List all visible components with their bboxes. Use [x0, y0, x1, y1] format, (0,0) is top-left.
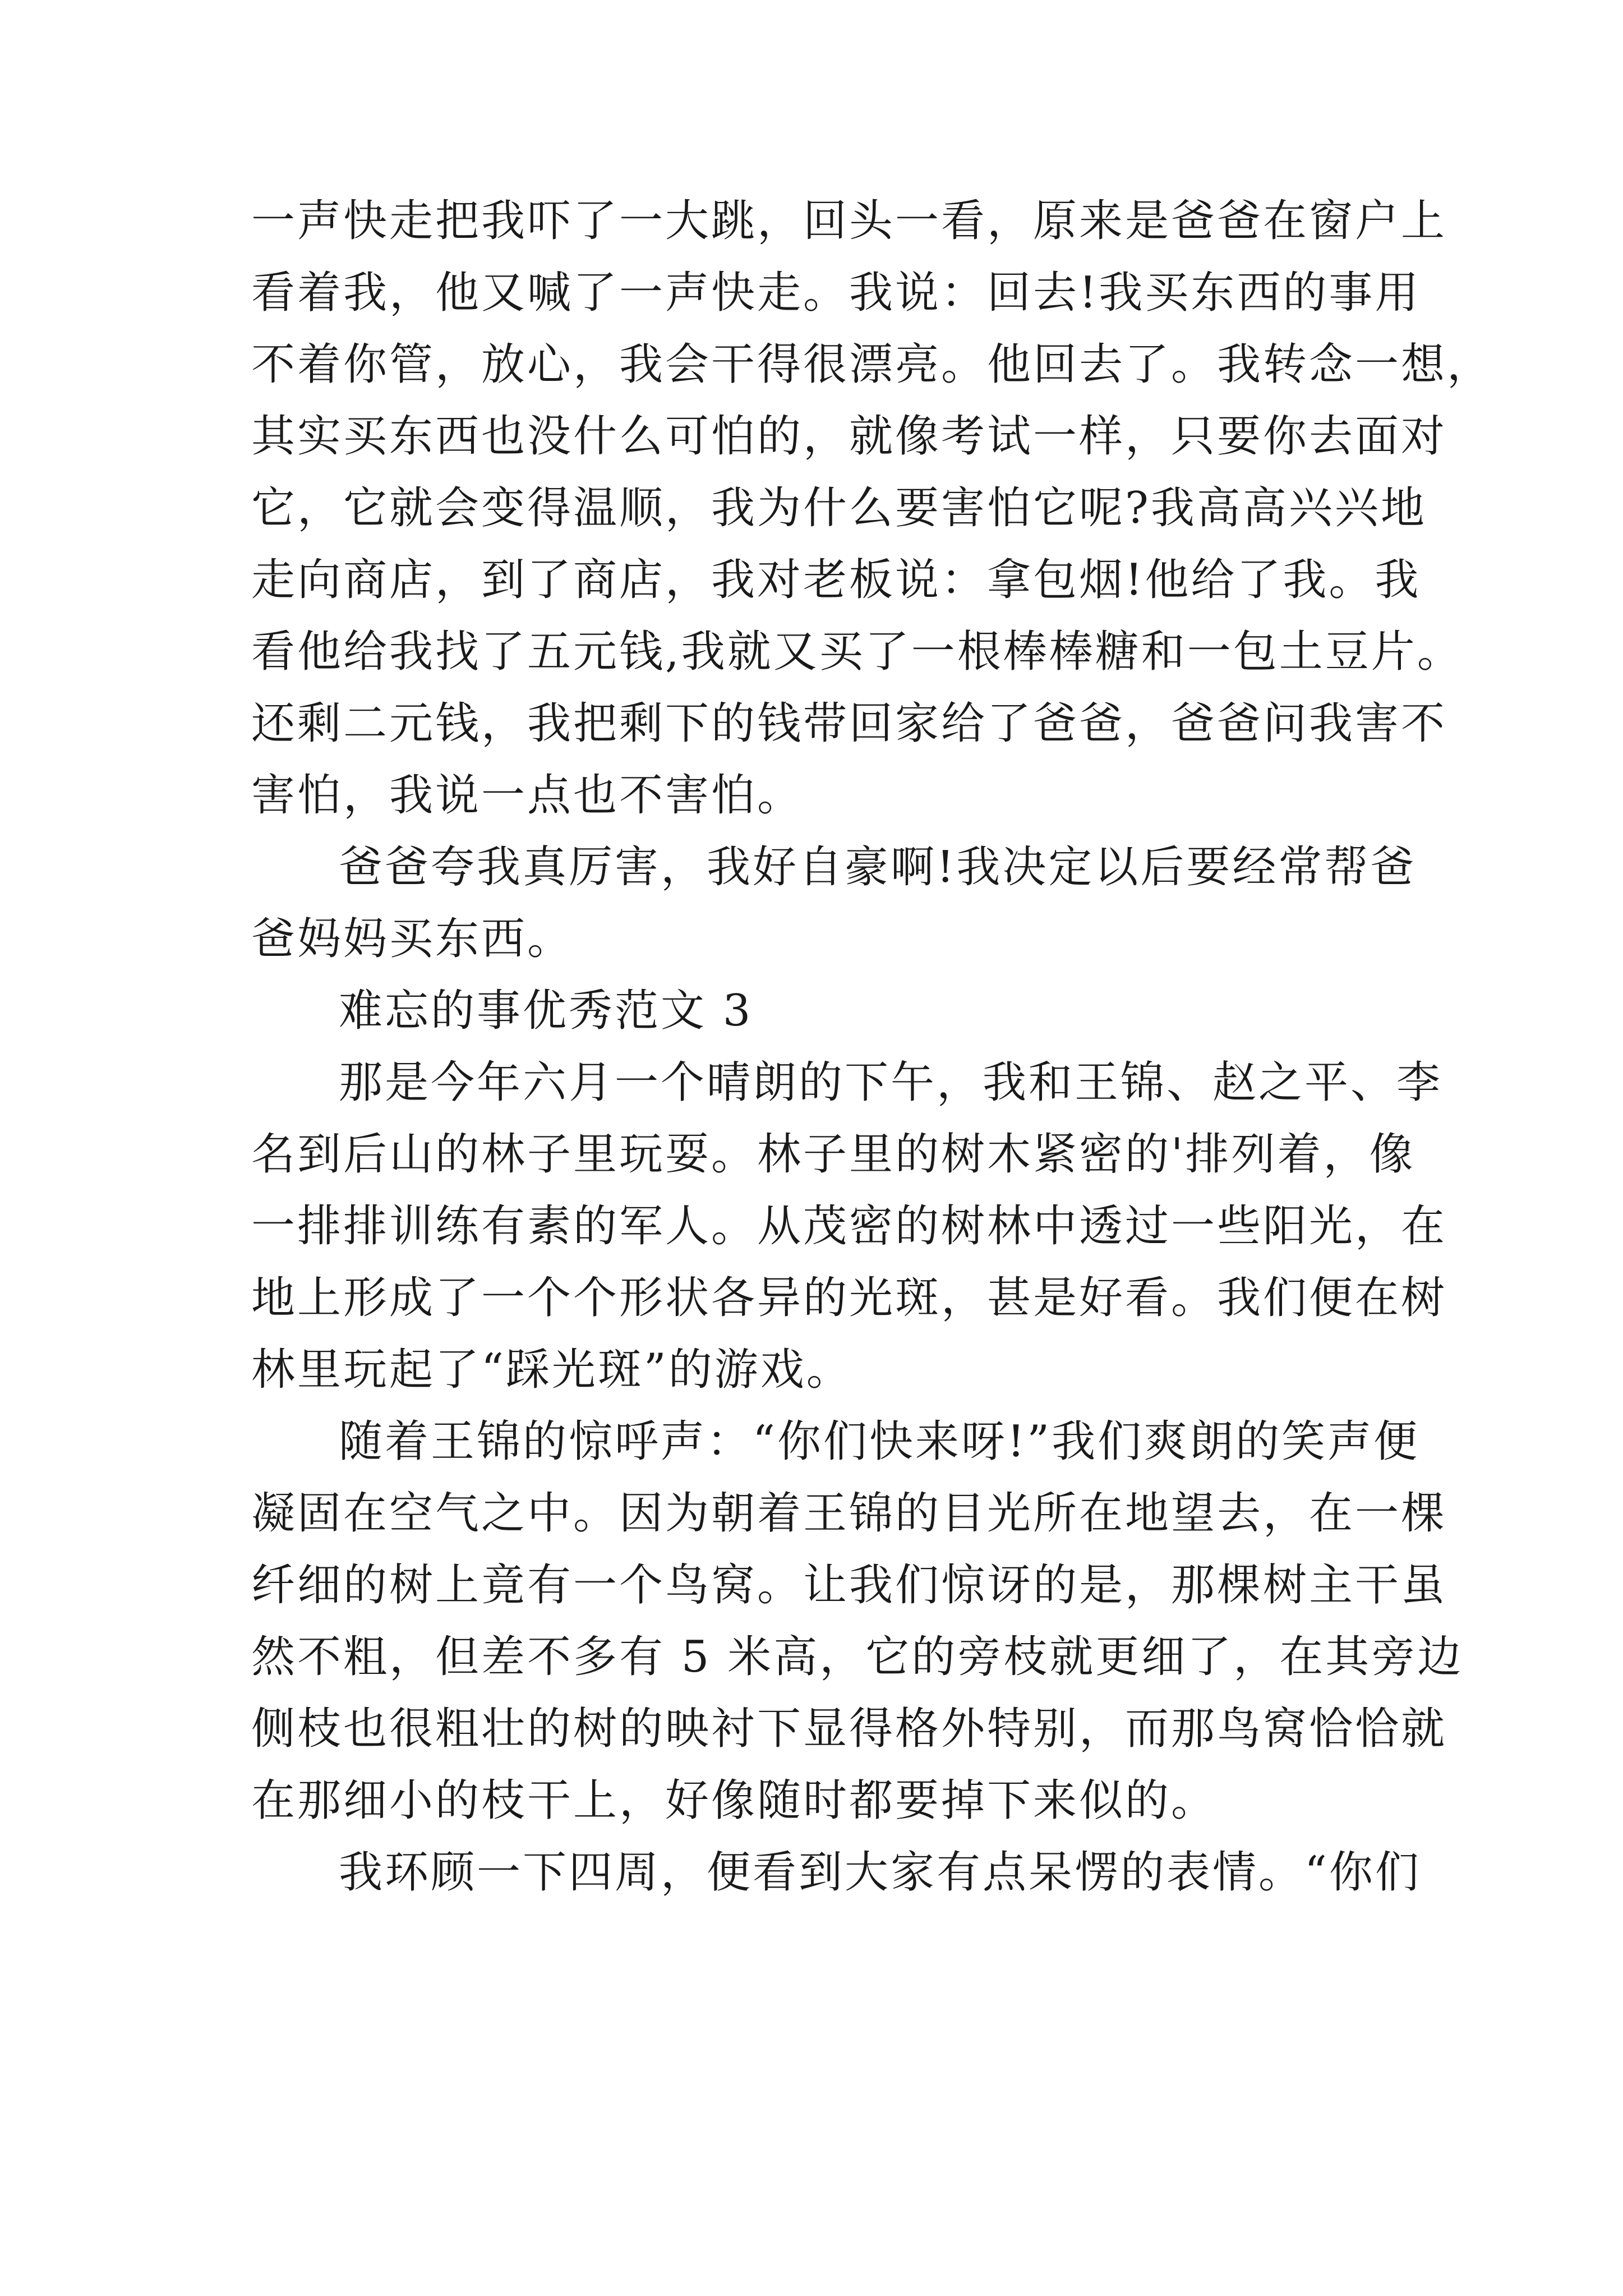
text-line: 害怕，我说一点也不害怕。 [251, 770, 804, 821]
paragraph-2 [251, 831, 1417, 975]
section-heading: 难忘的事优秀范文 3 [339, 986, 753, 1036]
text-line: 还剩二元钱，我把剩下的钱带回家给了爸爸，爸爸问我害不 [251, 698, 1447, 749]
text-line: 爸爸夸我真厉害，我好自豪啊!我决定以后要经常帮爸 [339, 842, 1417, 892]
text-line: 侧枝也很粗壮的树的映衬下显得格外特别，而那鸟窝恰恰就 [251, 1704, 1447, 1754]
paragraph-3 [251, 1047, 1447, 1406]
text-line: 那是今年六月一个晴朗的下午，我和王锦、赵之平、李 [339, 1057, 1443, 1108]
text-line: 爸妈妈买东西。 [251, 914, 574, 964]
document-body [251, 185, 1493, 1908]
text-line: 然不粗，但差不多有 5 米高，它的旁枝就更细了，在其旁边 [251, 1632, 1464, 1682]
paragraph-4 [251, 1406, 1464, 1837]
paragraph-1 [251, 185, 1493, 831]
text-line: 名到后山的林子里玩耍。林子里的树木紧密的'排列着，像 [251, 1129, 1415, 1180]
text-line: 林里玩起了“踩光斑”的游戏。 [251, 1345, 852, 1395]
text-line: 走向商店，到了商店，我对老板说：拿包烟!他给了我。我 [251, 555, 1421, 605]
paragraph-5 [251, 1837, 1421, 1908]
text-line: 随着王锦的惊呼声：“你们快来呀!”我们爽朗的笑声便 [339, 1416, 1420, 1467]
text-line: 它，它就会变得温顺，我为什么要害怕它呢?我高高兴兴地 [251, 483, 1427, 533]
text-line: 一排排训练有素的军人。从茂密的树林中透过一些阳光，在 [251, 1201, 1447, 1251]
text-line: 纤细的树上竟有一个鸟窝。让我们惊讶的是，那棵树主干虽 [251, 1560, 1447, 1611]
text-line: 不着你管，放心，我会干得很漂亮。他回去了。我转念一想， [251, 339, 1493, 390]
text-line: 看着我，他又喊了一声快走。我说：回去!我买东西的事用 [251, 268, 1421, 318]
text-line: 地上形成了一个个形状各异的光斑，甚是好看。我们便在树 [251, 1273, 1447, 1323]
text-line: 凝固在空气之中。因为朝着王锦的目光所在地望去，在一棵 [251, 1488, 1447, 1539]
text-line: 看他给我找了五元钱,我就又买了一根棒棒糖和一包土豆片。 [251, 627, 1463, 677]
text-line: 我环顾一下四周，便看到大家有点呆愣的表情。“你们 [339, 1847, 1421, 1898]
text-line: 在那细小的枝干上，好像随时都要掉下来似的。 [251, 1775, 1218, 1826]
text-line: 一声快走把我吓了一大跳，回头一看，原来是爸爸在窗户上 [251, 196, 1447, 246]
text-line: 其实买东西也没什么可怕的，就像考试一样，只要你去面对 [251, 411, 1447, 462]
